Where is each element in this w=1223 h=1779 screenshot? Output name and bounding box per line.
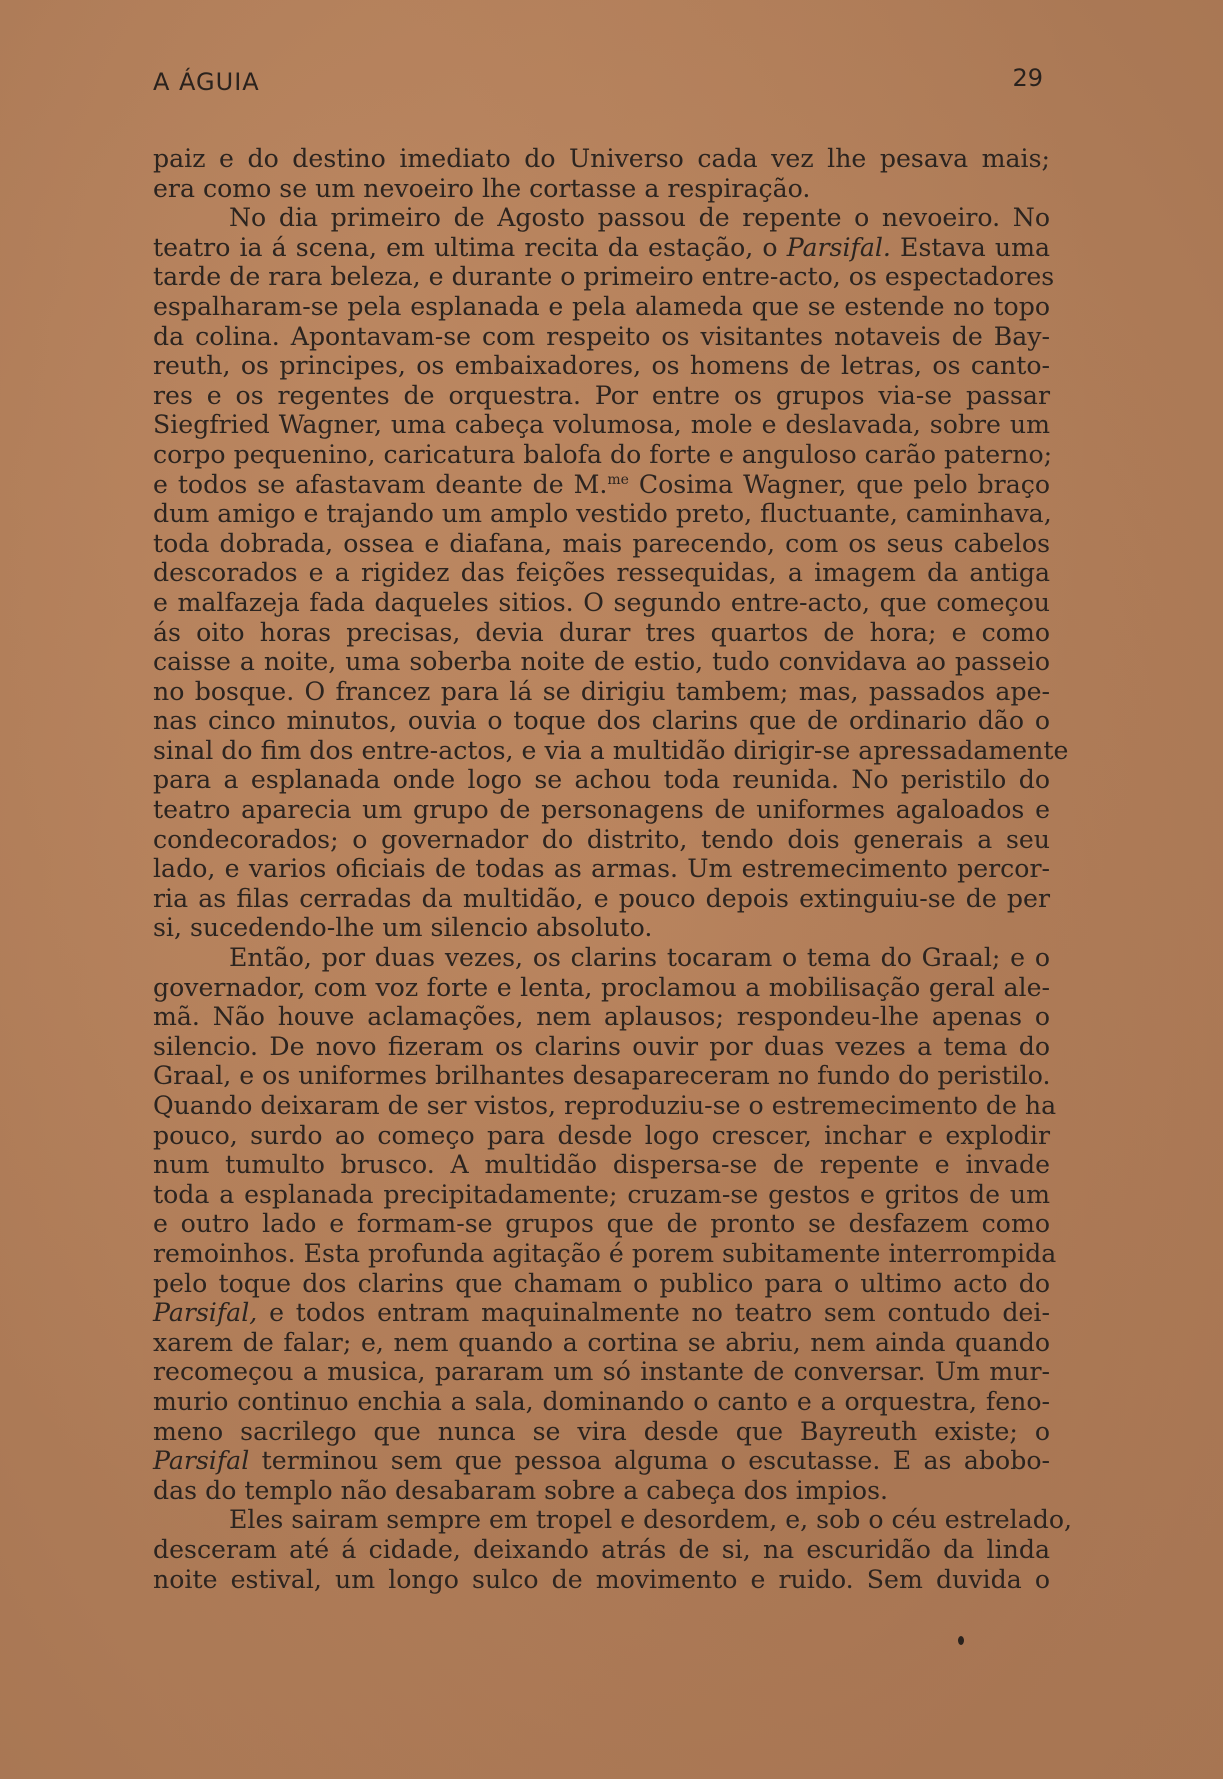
text-line [153, 1002, 1050, 1032]
line-text: Quando deixaram de ser vistos, reproduziu-se o estremecimento de ha [153, 1091, 1057, 1120]
text-line [153, 677, 1050, 707]
line-text: e outro lado e formam-se grupos que de pronto se desfazem como [153, 1209, 1050, 1239]
text-line [153, 825, 1050, 855]
text-line [153, 203, 1050, 233]
line-text: xarem de falar; e, nem quando a cortina se abriu, nem ainda quando [153, 1327, 1050, 1357]
line-text: era como se um nevoeiro lhe cortasse a respiração. [153, 173, 811, 203]
line-text: caisse a noite, uma soberba noite de estio, tudo convidava ao passeio [153, 647, 1050, 677]
line-text: Eles sairam sempre em tropel e desordem, e, sob o céu estrelado, [229, 1505, 1073, 1535]
line-text: e todos entram maquinalmente no teatro sem contudo dei- [257, 1298, 1050, 1328]
line-text: recomeçou a musica, pararam um só instante de conversar. Um mur- [153, 1357, 1050, 1387]
text-line [153, 529, 1050, 559]
text-line [153, 1238, 1057, 1269]
text-line [153, 322, 1050, 352]
text-line [153, 1476, 1050, 1506]
text-line [153, 174, 1050, 204]
text-line [153, 1535, 1050, 1565]
text-line [153, 499, 1050, 529]
line-text: nas cinco minutos, ouvia o toque dos clarins que de ordinario dão o [153, 706, 1050, 736]
text-line [153, 470, 1050, 500]
line-text: para a esplanada onde logo se achou toda reunida. No peristilo do [153, 765, 1050, 795]
text-line [153, 439, 1053, 470]
line-text: Cosima Wagner, que pelo braço [628, 469, 1050, 499]
text-line [153, 1091, 1057, 1121]
text-line [153, 1565, 1050, 1595]
line-text: desceram até á cidade, deixando atrás de si, na escuridão da linda [153, 1534, 1050, 1564]
line-text: corpo pequenino, caricatura balofa do forte e anguloso carão paterno; [153, 439, 1053, 469]
line-text: res e os regentes de orquestra. Por entre os grupos via-se passar [153, 380, 1050, 410]
running-title: A ÁGUIA [153, 68, 260, 96]
text-line [153, 854, 1050, 884]
text-line [153, 558, 1050, 588]
line-text: si, sucedendo-lhe um silencio absoluto. [153, 913, 653, 943]
line-text: condecorados; o governador do distrito, tendo dois generais a seu [153, 824, 1050, 854]
line-text: silencio. De novo fizeram os clarins ouvir por duas vezes a tema do [153, 1031, 1050, 1061]
line-text: descorados e a rigidez das feições ressequidas, a imagem da antiga [153, 558, 1050, 588]
text-line [153, 292, 1050, 322]
line-text: noite estival, um longo sulco de movimento e ruido. Sem duvida o [153, 1564, 1050, 1594]
line-text: Graal, e os uniformes brilhantes desapareceram no fundo do peristilo. [153, 1061, 1051, 1091]
text-line [153, 1387, 1050, 1417]
line-text: pelo toque dos clarins que chamam o publico para o ultimo acto do [153, 1268, 1050, 1298]
line-text: teatro aparecia um grupo de personagens de uniformes agaloados e [153, 795, 1050, 825]
page-header [153, 64, 1043, 108]
text-line [153, 973, 1050, 1003]
line-text: num tumulto brusco. A multidão dispersa-se de repente e invade [153, 1150, 1050, 1180]
line-text: pouco, surdo ao começo para desde logo crescer, inchar e explodir [153, 1120, 1050, 1150]
text-line [153, 1298, 1050, 1328]
text-line [153, 765, 1050, 795]
text-line [153, 1061, 1050, 1091]
line-text: dum amigo e trajando um amplo vestido preto, fluctuante, caminhava, [153, 499, 1052, 529]
line-text: sinal do fim dos entre-actos, e via a multidão dirigir-se apressadamente [153, 735, 1069, 765]
text-line [153, 144, 1050, 174]
text-line [153, 706, 1050, 736]
line-text: no bosque. O francez para lá se dirigiu tambem; mas, passados ape- [153, 676, 1050, 706]
line-text: ria as filas cerradas da multidão, e pouco depois extinguiu-se de per [153, 883, 1050, 913]
text-line [153, 943, 1050, 973]
line-text: terminou sem que pessoa alguma o escutasse. E as abobo- [249, 1446, 1050, 1476]
text-line [153, 1269, 1050, 1299]
text-line [153, 351, 1050, 381]
line-text: tarde de rara beleza, e durante o primeiro entre-acto, os espectadores [153, 262, 1055, 292]
text-line [153, 1209, 1050, 1239]
line-text: toda dobrada, ossea e diafana, mais parecendo, com os seus cabelos [153, 528, 1050, 558]
line-text: toda a esplanada precipitadamente; cruzam-se gestos e gritos de um [153, 1179, 1050, 1209]
line-text: espalharam-se pela esplanada e pela alameda que se estende no topo [153, 291, 1050, 321]
text-line [153, 884, 1050, 914]
line-text: da colina. Apontavam-se com respeito os visitantes notaveis de Bay- [153, 321, 1050, 351]
line-text: Então, por duas vezes, os clarins tocaram o tema do Graal; e o [229, 943, 1050, 973]
text-line [153, 1505, 1073, 1535]
text-line [153, 381, 1050, 411]
line-text: paiz e do destino imediato do Universo cada vez lhe pesava mais; [153, 144, 1050, 173]
text-line [153, 913, 1050, 943]
italic-title: Parsifal [153, 1446, 250, 1476]
line-text: e todos se afastavam deante de M. [153, 469, 608, 499]
line-text: meno sacrilego que nunca se vira desde que Bayreuth existe; o [153, 1416, 1050, 1446]
text-line [153, 1446, 1050, 1476]
line-text: teatro ia á scena, em ultima recita da estação, o [153, 232, 787, 262]
line-text: Estava uma [890, 232, 1050, 262]
line-text: murio continuo enchia a sala, dominando o canto e a orquestra, feno- [153, 1386, 1050, 1416]
page-number: 29 [1012, 64, 1043, 92]
line-text: e malfazeja fada daqueles sitios. O segundo entre-acto, que começou [153, 587, 1050, 617]
italic-title: Parsifal, [153, 1298, 258, 1328]
text-line [153, 410, 1050, 440]
line-text: mã. Não houve aclamações, nem aplausos; respondeu-lhe apenas o [153, 1002, 1050, 1032]
text-line [153, 588, 1050, 618]
line-text: No dia primeiro de Agosto passou de repente o nevoeiro. No [229, 203, 1050, 233]
line-text: remoinhos. Esta profunda agitação é porem subitamente interrompida [153, 1238, 1057, 1268]
line-text: lado, e varios oficiais de todas as armas. Um estremecimento percor- [153, 854, 1050, 884]
body-text [153, 144, 1073, 1594]
line-text: governador, com voz forte e lenta, proclamou a mobilisação geral ale- [153, 972, 1050, 1002]
text-line [153, 1357, 1050, 1387]
text-line [153, 618, 1050, 648]
text-line [153, 1417, 1050, 1447]
text-line [153, 262, 1055, 292]
text-line [153, 1121, 1050, 1151]
line-text: Siegfried Wagner, uma cabeça volumosa, mole e deslavada, sobre um [153, 410, 1050, 440]
line-text: das do templo não desabaram sobre a cabeça dos impios. [153, 1475, 889, 1505]
text-line [153, 735, 1069, 766]
text-line [153, 233, 1050, 263]
text-line [153, 1328, 1050, 1358]
line-text: ás oito horas precisas, devia durar tres quartos de hora; e como [153, 617, 1050, 647]
italic-title: Parsifal. [786, 232, 891, 262]
text-line [153, 795, 1050, 825]
text-line [153, 1150, 1050, 1180]
text-line [153, 1180, 1050, 1210]
superscript: me [607, 471, 629, 488]
ink-speck [958, 1636, 964, 1645]
line-text: reuth, os principes, os embaixadores, os homens de letras, os canto- [153, 351, 1050, 381]
text-line [153, 647, 1050, 677]
text-line [153, 1032, 1050, 1062]
